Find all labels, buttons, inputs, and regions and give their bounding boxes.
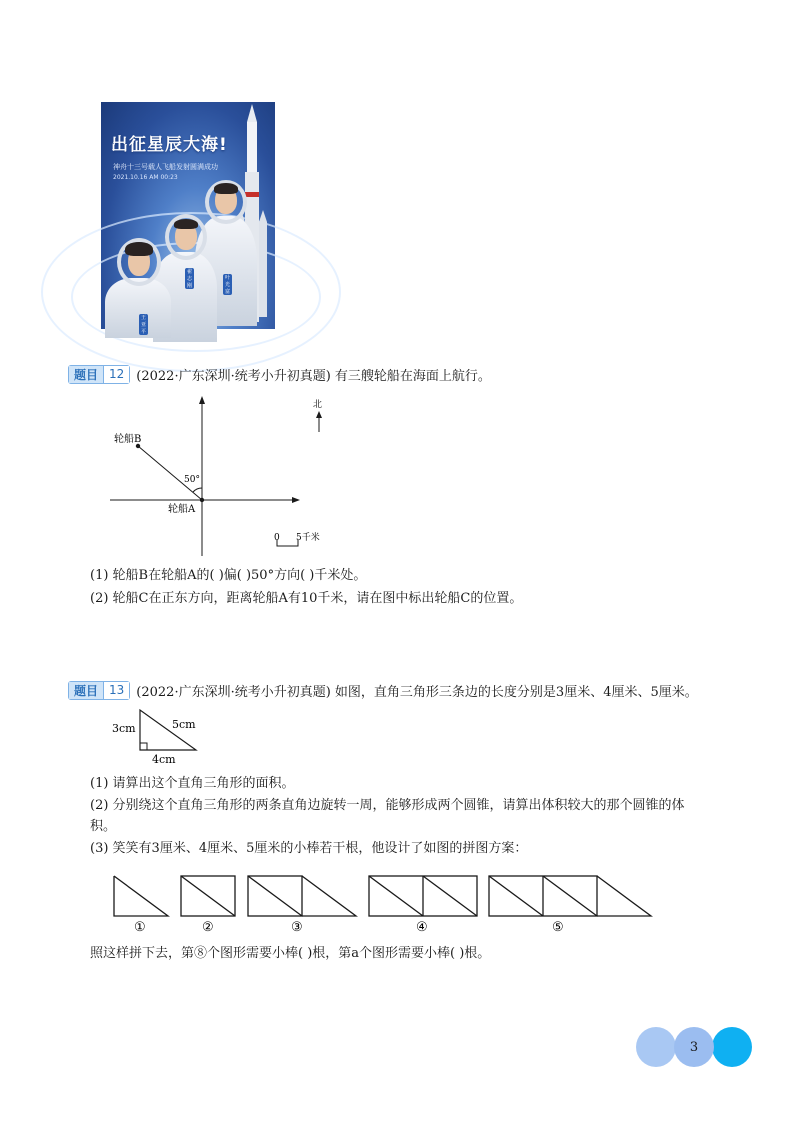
vertical-axis-arrow bbox=[199, 396, 205, 404]
name-tag: 翟志刚 bbox=[187, 269, 193, 289]
page-circle-left bbox=[636, 1027, 676, 1067]
pattern-2 bbox=[181, 876, 235, 916]
name-tag: 王亚平 bbox=[141, 315, 147, 335]
triangle-left-label: 3cm bbox=[112, 722, 136, 735]
q13-item-2b: 积。 bbox=[90, 819, 117, 834]
pattern-label-3: ③ bbox=[291, 920, 303, 935]
right-angle-mark bbox=[140, 743, 147, 750]
question-12-text: (2022·广东深圳·统考小升初真题) 有三艘轮船在海面上航行。 bbox=[136, 368, 491, 384]
pattern-1 bbox=[114, 876, 168, 916]
q12-item-1: (1) 轮船B在轮船A的( )偏( )50°方向( )千米处。 bbox=[90, 568, 367, 583]
question-badge: 题目 13 bbox=[68, 681, 130, 700]
right-triangle-figure bbox=[108, 704, 208, 768]
stick-pattern-figure bbox=[100, 868, 660, 940]
ship-coordinate-figure bbox=[100, 390, 340, 560]
north-label: 北 bbox=[313, 400, 323, 410]
name-tag: 叶光富 bbox=[225, 275, 231, 295]
line-a-to-b bbox=[138, 446, 202, 500]
q13-item-3: (3) 笑笑有3厘米、4厘米、5厘米的小棒若干根，他设计了如图的拼图方案： bbox=[90, 841, 528, 856]
page-number-indicator bbox=[636, 1027, 752, 1067]
ship-a-label: 轮船A bbox=[168, 504, 196, 515]
triangle-bottom-label: 4cm bbox=[152, 753, 176, 766]
pattern-label-2: ② bbox=[202, 920, 214, 935]
poster-image bbox=[101, 102, 275, 335]
angle-arc bbox=[193, 488, 202, 492]
north-arrow-head bbox=[316, 411, 322, 418]
pattern-label-1: ① bbox=[134, 920, 146, 935]
q12-item-2: (2) 轮船C在正东方向，距离轮船A有10千米，请在图中标出轮船C的位置。 bbox=[90, 591, 523, 606]
pattern-3 bbox=[248, 876, 356, 916]
horizontal-axis-arrow bbox=[292, 497, 300, 503]
pattern-4 bbox=[369, 876, 477, 916]
poster-title: 出征星辰大海! bbox=[111, 135, 228, 155]
question-badge: 题目 12 bbox=[68, 365, 130, 384]
scale-zero: 0 bbox=[274, 533, 280, 543]
triangle-hypotenuse-label: 5cm bbox=[172, 718, 196, 731]
ship-b-label: 轮船B bbox=[114, 434, 142, 445]
q13-item-2a: (2) 分别绕这个直角三角形的两条直角边旋转一周，能够形成两个圆锥，请算出体积较大的那个圆锥的体 bbox=[90, 798, 685, 813]
pattern-label-4: ④ bbox=[416, 920, 428, 935]
scale-bar bbox=[277, 540, 298, 546]
page-number: 3 bbox=[674, 1027, 714, 1067]
angle-label: 50° bbox=[184, 475, 200, 485]
question-12-header bbox=[68, 364, 491, 384]
poster-subtitle: 神舟十三号载人飞船发射圆满成功 bbox=[113, 163, 218, 171]
pattern-label-5: ⑤ bbox=[552, 920, 564, 935]
q13-item-4: 照这样拼下去，第⑧个图形需要小棒( )根，第a个图形需要小棒( )根。 bbox=[90, 946, 491, 961]
page-circle-right bbox=[712, 1027, 752, 1067]
pattern-5 bbox=[489, 876, 651, 916]
question-13-text: (2022·广东深圳·统考小升初真题) 如图，直角三角形三条边的长度分别是3厘米、4厘米、5厘米。 bbox=[136, 684, 698, 700]
ship-a-point bbox=[200, 498, 204, 502]
q13-item-1: (1) 请算出这个直角三角形的面积。 bbox=[90, 776, 295, 791]
scale-value: 5千米 bbox=[296, 533, 320, 543]
poster-date: 2021.10.16 AM 00:23 bbox=[113, 174, 178, 181]
question-13-header bbox=[68, 680, 698, 700]
